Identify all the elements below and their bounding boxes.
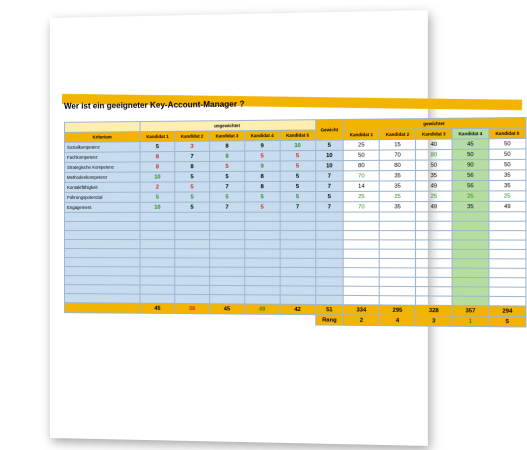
rank-value: 2 [343, 315, 379, 326]
unweighted-value: 7 [210, 202, 245, 212]
empty-cell [64, 285, 140, 295]
empty-cell [245, 295, 280, 304]
weight-value: 5 [315, 191, 343, 201]
empty-cell [64, 249, 140, 258]
empty-cell [379, 240, 415, 249]
weighted-value: 70 [343, 202, 379, 212]
criterion-label: Methodenkompetenz [64, 172, 140, 182]
empty-cell [175, 267, 210, 276]
sum-weighted: 357 [452, 305, 489, 316]
empty-cell [280, 212, 316, 221]
empty-cell [175, 231, 210, 240]
weighted-value: 80 [343, 160, 379, 171]
weighted-value: 35 [416, 170, 452, 181]
weighted-value: 49 [489, 201, 526, 212]
unweighted-value: 8 [140, 162, 175, 172]
empty-cell [210, 231, 245, 240]
empty-cell [64, 240, 140, 249]
empty-cell [210, 212, 245, 221]
sum-unweighted: 49 [245, 304, 280, 314]
empty-cell [416, 296, 452, 306]
sum-label [64, 303, 140, 314]
empty-cell [210, 221, 245, 230]
unweighted-value: 3 [175, 141, 210, 151]
header-ungewichtet: ungewichtet [140, 120, 315, 132]
header-candidate-u: Kandidat 1 [140, 131, 175, 141]
empty-cell [343, 286, 379, 295]
sum-unweighted: 42 [280, 304, 316, 315]
header-candidate-u: Kandidat 5 [280, 130, 316, 141]
empty-cell [245, 258, 280, 267]
empty-cell [140, 267, 175, 276]
empty-cell [452, 296, 489, 306]
empty-cell [280, 258, 316, 267]
empty-cell [452, 240, 489, 249]
empty-cell [245, 231, 280, 240]
criterion-label: Fachkompetenz [64, 152, 140, 163]
empty-cell [175, 249, 210, 258]
unweighted-value: 8 [140, 152, 175, 162]
empty-cell [416, 268, 452, 278]
empty-cell [140, 276, 175, 285]
empty-cell [64, 212, 140, 221]
empty-cell [489, 259, 526, 269]
weighted-value: 49 [416, 201, 452, 211]
empty-cell [452, 287, 489, 297]
empty-cell [64, 221, 140, 230]
empty-cell [416, 249, 452, 258]
empty-cell [210, 295, 245, 304]
unweighted-value: 5 [280, 181, 316, 191]
empty-cell [175, 294, 210, 303]
weighted-value: 25 [343, 191, 379, 201]
empty-cell [315, 277, 343, 286]
empty-cell [489, 221, 526, 230]
header-kriterium: Kriterium [64, 132, 140, 143]
rank-label: Rang [315, 315, 343, 326]
weighted-value: 50 [416, 160, 452, 171]
weighted-value: 50 [489, 149, 526, 160]
empty-cell [452, 259, 489, 269]
rank-value: 1 [452, 316, 489, 327]
empty-cell [175, 285, 210, 294]
weighted-value: 49 [416, 181, 452, 192]
weighted-value: 56 [452, 181, 489, 192]
weighted-value: 15 [379, 139, 415, 150]
header-candidate-u: Kandidat 4 [245, 130, 280, 141]
weighted-value: 35 [379, 170, 415, 181]
header-candidate-u: Kandidat 2 [175, 131, 210, 141]
empty-cell [280, 286, 316, 295]
weighted-value: 45 [452, 139, 489, 150]
empty-cell [140, 285, 175, 294]
unweighted-value: 2 [140, 182, 175, 192]
rank-spacer [140, 313, 175, 323]
sum-unweighted: 45 [140, 303, 175, 313]
rank-value: 5 [489, 316, 526, 327]
unweighted-value: 10 [140, 172, 175, 182]
worksheet-page [50, 10, 520, 446]
empty-cell [315, 212, 343, 221]
empty-cell [175, 258, 210, 267]
empty-cell [175, 221, 210, 230]
unweighted-value: 5 [280, 171, 316, 181]
weighted-value: 35 [379, 202, 415, 212]
empty-cell [210, 285, 245, 294]
rank-spacer [175, 314, 210, 324]
sum-unweighted: 45 [210, 304, 245, 314]
weighted-value: 25 [416, 191, 452, 201]
empty-cell [315, 231, 343, 240]
empty-cell [210, 258, 245, 267]
header-gewichtet: gewichtet [343, 117, 526, 129]
weighted-value: 80 [416, 149, 452, 160]
sum-weighted: 294 [489, 306, 526, 317]
empty-cell [489, 296, 526, 306]
empty-cell [315, 258, 343, 267]
empty-cell [379, 221, 415, 230]
empty-cell [489, 287, 526, 297]
rank-value: 4 [379, 315, 415, 326]
unweighted-value: 5 [140, 141, 175, 151]
unweighted-value: 8 [245, 181, 280, 191]
empty-cell [489, 278, 526, 288]
empty-cell [140, 294, 175, 303]
empty-cell [452, 231, 489, 240]
empty-cell [452, 277, 489, 287]
unweighted-value: 5 [280, 161, 316, 171]
unweighted-value: 5 [175, 202, 210, 212]
empty-cell [379, 212, 415, 221]
weight-value: 10 [315, 150, 343, 160]
unweighted-value: 8 [210, 141, 245, 151]
rank-spacer [245, 314, 280, 325]
empty-cell [64, 231, 140, 240]
unweighted-value: 8 [210, 151, 245, 161]
rank-spacer [280, 314, 316, 325]
empty-cell [140, 212, 175, 221]
weighted-value: 70 [343, 171, 379, 181]
empty-row [64, 212, 526, 222]
unweighted-value: 9 [245, 141, 280, 151]
empty-cell [280, 221, 316, 230]
empty-cell [245, 212, 280, 221]
empty-cell [379, 277, 415, 287]
weight-value: 10 [315, 161, 343, 171]
empty-cell [175, 212, 210, 221]
unweighted-value: 5 [175, 182, 210, 192]
unweighted-value: 8 [245, 171, 280, 181]
worksheet-inner [50, 10, 520, 446]
empty-cell [379, 258, 415, 267]
weighted-value: 40 [416, 139, 452, 150]
empty-cell [343, 249, 379, 258]
empty-cell [315, 240, 343, 249]
weighted-value: 25 [452, 191, 489, 202]
unweighted-value: 10 [280, 140, 316, 151]
weighted-value: 35 [452, 201, 489, 211]
empty-cell [315, 249, 343, 258]
empty-cell [379, 268, 415, 277]
weighted-value: 50 [489, 138, 526, 149]
sum-unweighted: 36 [175, 303, 210, 313]
empty-cell [64, 276, 140, 285]
empty-cell [379, 286, 415, 296]
criterion-label: Führungspotenzial [64, 192, 140, 202]
empty-cell [343, 277, 379, 286]
empty-cell [315, 268, 343, 277]
empty-cell [245, 267, 280, 276]
empty-cell [379, 231, 415, 240]
weighted-value: 50 [343, 150, 379, 161]
empty-cell [210, 276, 245, 285]
empty-cell [343, 231, 379, 240]
criterion-label: Engagement [64, 202, 140, 212]
empty-cell [416, 221, 452, 230]
sum-weighted: 328 [416, 305, 452, 316]
weighted-value: 35 [489, 180, 526, 191]
empty-cell [140, 240, 175, 249]
header-candidate-g: Kandidat 4 [452, 128, 489, 139]
empty-cell [343, 295, 379, 305]
evaluation-table [64, 117, 527, 328]
empty-cell [280, 240, 316, 249]
criterion-label: Strategische Kompetenz [64, 162, 140, 173]
sum-weight: 51 [315, 304, 343, 315]
empty-cell [416, 277, 452, 287]
empty-cell [64, 267, 140, 276]
empty-cell [245, 221, 280, 230]
empty-cell [140, 249, 175, 258]
header-candidate-g: Kandidat 3 [416, 129, 452, 140]
empty-cell [379, 249, 415, 258]
empty-cell [343, 268, 379, 277]
header-candidate-g: Kandidat 5 [489, 128, 526, 139]
rank-value: 3 [416, 316, 452, 327]
empty-cell [245, 276, 280, 285]
unweighted-value: 10 [140, 202, 175, 212]
unweighted-value: 5 [140, 192, 175, 202]
empty-cell [343, 258, 379, 267]
empty-cell [379, 296, 415, 306]
empty-cell [280, 295, 316, 304]
criterion-label: Sozialkompetenz [64, 142, 140, 153]
empty-cell [416, 287, 452, 297]
unweighted-value: 7 [175, 151, 210, 161]
empty-cell [175, 240, 210, 249]
weighted-value: 35 [489, 170, 526, 181]
empty-cell [315, 295, 343, 304]
empty-cell [245, 249, 280, 258]
empty-cell [140, 231, 175, 240]
empty-cell [210, 240, 245, 249]
empty-cell [280, 277, 316, 286]
unweighted-value: 7 [280, 202, 316, 212]
empty-cell [245, 286, 280, 295]
empty-cell [343, 221, 379, 230]
weighted-value: 35 [379, 181, 415, 191]
unweighted-value: 5 [280, 192, 316, 202]
sum-weighted: 334 [343, 305, 379, 316]
weighted-value: 25 [379, 191, 415, 201]
unweighted-value: 5 [175, 192, 210, 202]
table-row [64, 201, 526, 212]
unweighted-value: 9 [245, 161, 280, 171]
empty-cell [245, 240, 280, 249]
empty-cell [489, 249, 526, 259]
weighted-value: 56 [452, 170, 489, 181]
weighted-value: 70 [379, 150, 415, 161]
weighted-value: 50 [452, 149, 489, 160]
weight-value: 7 [315, 171, 343, 181]
page-title: Wer ist ein geeigneter Key-Account-Manager ? [63, 99, 245, 111]
empty-cell [416, 231, 452, 240]
header-candidate-u: Kandidat 3 [210, 131, 245, 141]
weighted-value: 25 [343, 140, 379, 151]
unweighted-value: 8 [175, 161, 210, 171]
empty-cell [343, 212, 379, 221]
empty-cell [343, 240, 379, 249]
weighted-value: 25 [489, 191, 526, 202]
empty-cell [452, 221, 489, 230]
empty-cell [452, 268, 489, 278]
empty-cell [280, 231, 316, 240]
empty-cell [489, 240, 526, 249]
weight-value: 7 [315, 202, 343, 212]
empty-cell [489, 212, 526, 221]
unweighted-value: 5 [245, 192, 280, 202]
header-gewicht: Gewicht [315, 119, 343, 140]
empty-cell [210, 267, 245, 276]
empty-cell [64, 258, 140, 267]
empty-cell [280, 249, 316, 258]
empty-cell [315, 221, 343, 230]
empty-cell [416, 240, 452, 249]
empty-cell [280, 267, 316, 276]
empty-cell [452, 212, 489, 221]
weighted-value: 90 [452, 160, 489, 171]
unweighted-value: 5 [280, 150, 316, 160]
header-blank [64, 122, 140, 133]
rank-spacer [210, 314, 245, 324]
empty-row [64, 221, 526, 230]
empty-cell [140, 221, 175, 230]
weighted-value: 80 [379, 160, 415, 171]
unweighted-value: 5 [245, 202, 280, 212]
empty-cell [210, 249, 245, 258]
weighted-value: 50 [489, 159, 526, 170]
weight-value: 7 [315, 181, 343, 191]
rank-spacer [64, 313, 140, 324]
unweighted-value: 5 [210, 161, 245, 171]
unweighted-value: 7 [210, 182, 245, 192]
unweighted-value: 5 [175, 172, 210, 182]
weighted-value: 14 [343, 181, 379, 191]
weight-value: 5 [315, 140, 343, 151]
unweighted-value: 5 [210, 171, 245, 181]
empty-cell [175, 276, 210, 285]
empty-cell [489, 268, 526, 278]
empty-cell [315, 286, 343, 295]
header-candidate-g: Kandidat 1 [343, 129, 379, 140]
empty-cell [416, 259, 452, 268]
empty-cell [416, 212, 452, 221]
sum-weighted: 295 [379, 305, 415, 316]
empty-cell [489, 231, 526, 240]
criterion-label: Kontaktfähigkeit [64, 182, 140, 192]
unweighted-value: 5 [210, 192, 245, 202]
empty-cell [140, 258, 175, 267]
empty-cell [452, 249, 489, 258]
header-candidate-g: Kandidat 2 [379, 129, 415, 140]
unweighted-value: 5 [245, 151, 280, 161]
